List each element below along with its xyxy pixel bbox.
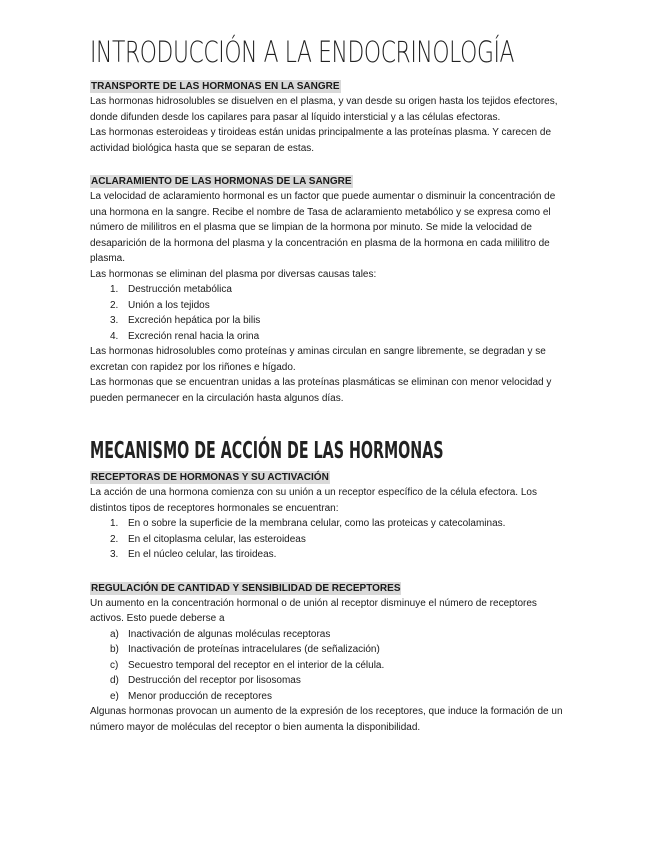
- list-item: d) Destrucción del receptor por lisosomas: [110, 675, 301, 686]
- subsection-transporte: [90, 76, 568, 156]
- list-item: 4. Excreción renal hacia la orina: [110, 330, 260, 342]
- lettered-list: [90, 627, 568, 705]
- paragraph: La acción de una hormona comienza con su unión a un receptor específico de la célula efectora. Los distintos tipos de receptores hormonales se encuentran:: [90, 487, 537, 514]
- list-item: 3. Excreción hepática por la bilis: [110, 315, 261, 326]
- list-item: c) Secuestro temporal del receptor en el interior de la célula.: [110, 659, 385, 671]
- subsection-receptoras: [90, 467, 568, 563]
- paragraph: Las hormonas esteroideas y tiroideas están unidas principalmente a las proteínas plasma. Y carecen de actividad biológica hasta que se separan de estas.: [90, 127, 552, 154]
- list-item: 1. En o sobre la superficie de la membrana celular, como las proteicas y catecolaminas.: [110, 518, 506, 529]
- subsection-heading: REGULACIÓN DE CANTIDAD Y SENSIBILIDAD DE RECEPTORES: [91, 582, 401, 594]
- paragraph: La velocidad de aclaramiento hormonal es un factor que puede aumentar o disminuir la concentración de una hormona en la sangre. Recibe el nombre de Tasa de aclaramiento metabólico y se expresa como el número de mililitros en el plasma que se limpian de la hormona por minuto. Se mide la velocidad de desaparición de la hormona del plasma y la concentración en plasma de la hormona en cada mililitro de plasma.: [90, 191, 556, 264]
- list-item: 2. En el citoplasma celular, las esteroideas: [110, 533, 306, 545]
- list-item: 3. En el núcleo celular, las tiroideas.: [110, 549, 277, 560]
- subsection-heading: ACLARAMIENTO DE LAS HORMONAS DE LA SANGRE: [91, 176, 352, 187]
- list-item: b) Inactivación de proteínas intracelulares (de señalización): [110, 644, 380, 655]
- subsection-regulacion: [90, 578, 568, 736]
- paragraph: Las hormonas se eliminan del plasma por diversas causas tales:: [90, 268, 377, 280]
- subsection-aclaramiento: [90, 171, 568, 406]
- list-item: a) Inactivación de algunas moléculas receptoras: [110, 628, 331, 640]
- paragraph: Un aumento en la concentración hormonal o de unión al receptor disminuye el número de receptores activos. Esto puede deberse a: [90, 597, 537, 624]
- subsection-heading: TRANSPORTE DE LAS HORMONAS EN LA SANGRE: [91, 81, 340, 92]
- list-item: 2. Unión a los tejidos: [110, 299, 210, 311]
- section-title-introduccion: INTRODUCCIÓN A LA ENDOCRINOLOGÍA: [90, 34, 515, 70]
- list-item: 1. Destrucción metabólica: [110, 284, 232, 295]
- subsection-heading: RECEPTORAS DE HORMONAS Y SU ACTIVACIÓN: [91, 472, 329, 483]
- numbered-list: [90, 516, 568, 563]
- list-item: e) Menor producción de receptores: [110, 690, 272, 702]
- paragraph: Las hormonas hidrosolubles como proteínas y aminas circulan en sangre libremente, se degradan y se excretan con rapidez por los riñones e hígado.: [90, 346, 546, 373]
- paragraph: Las hormonas hidrosolubles se disuelven en el plasma, y van desde su origen hasta los tejidos efectores, donde difunden desde los capilares para pasar al líquido intersticial y a las células efectoras.: [90, 96, 558, 123]
- numbered-list: [90, 282, 568, 344]
- paragraph: Las hormonas que se encuentran unidas a las proteínas plasmáticas se eliminan con menor velocidad y pueden permanecer en la circulación hasta algunos días.: [90, 377, 552, 404]
- document-content: [90, 34, 568, 735]
- section-title-mecanismo: MECANISMO DE ACCIÓN DE LAS HORMONAS: [90, 438, 444, 464]
- paragraph: Algunas hormonas provocan un aumento de la expresión de los receptores, que induce la formación de un número mayor de moléculas del receptor o bien aumenta la disponibilidad.: [90, 706, 563, 733]
